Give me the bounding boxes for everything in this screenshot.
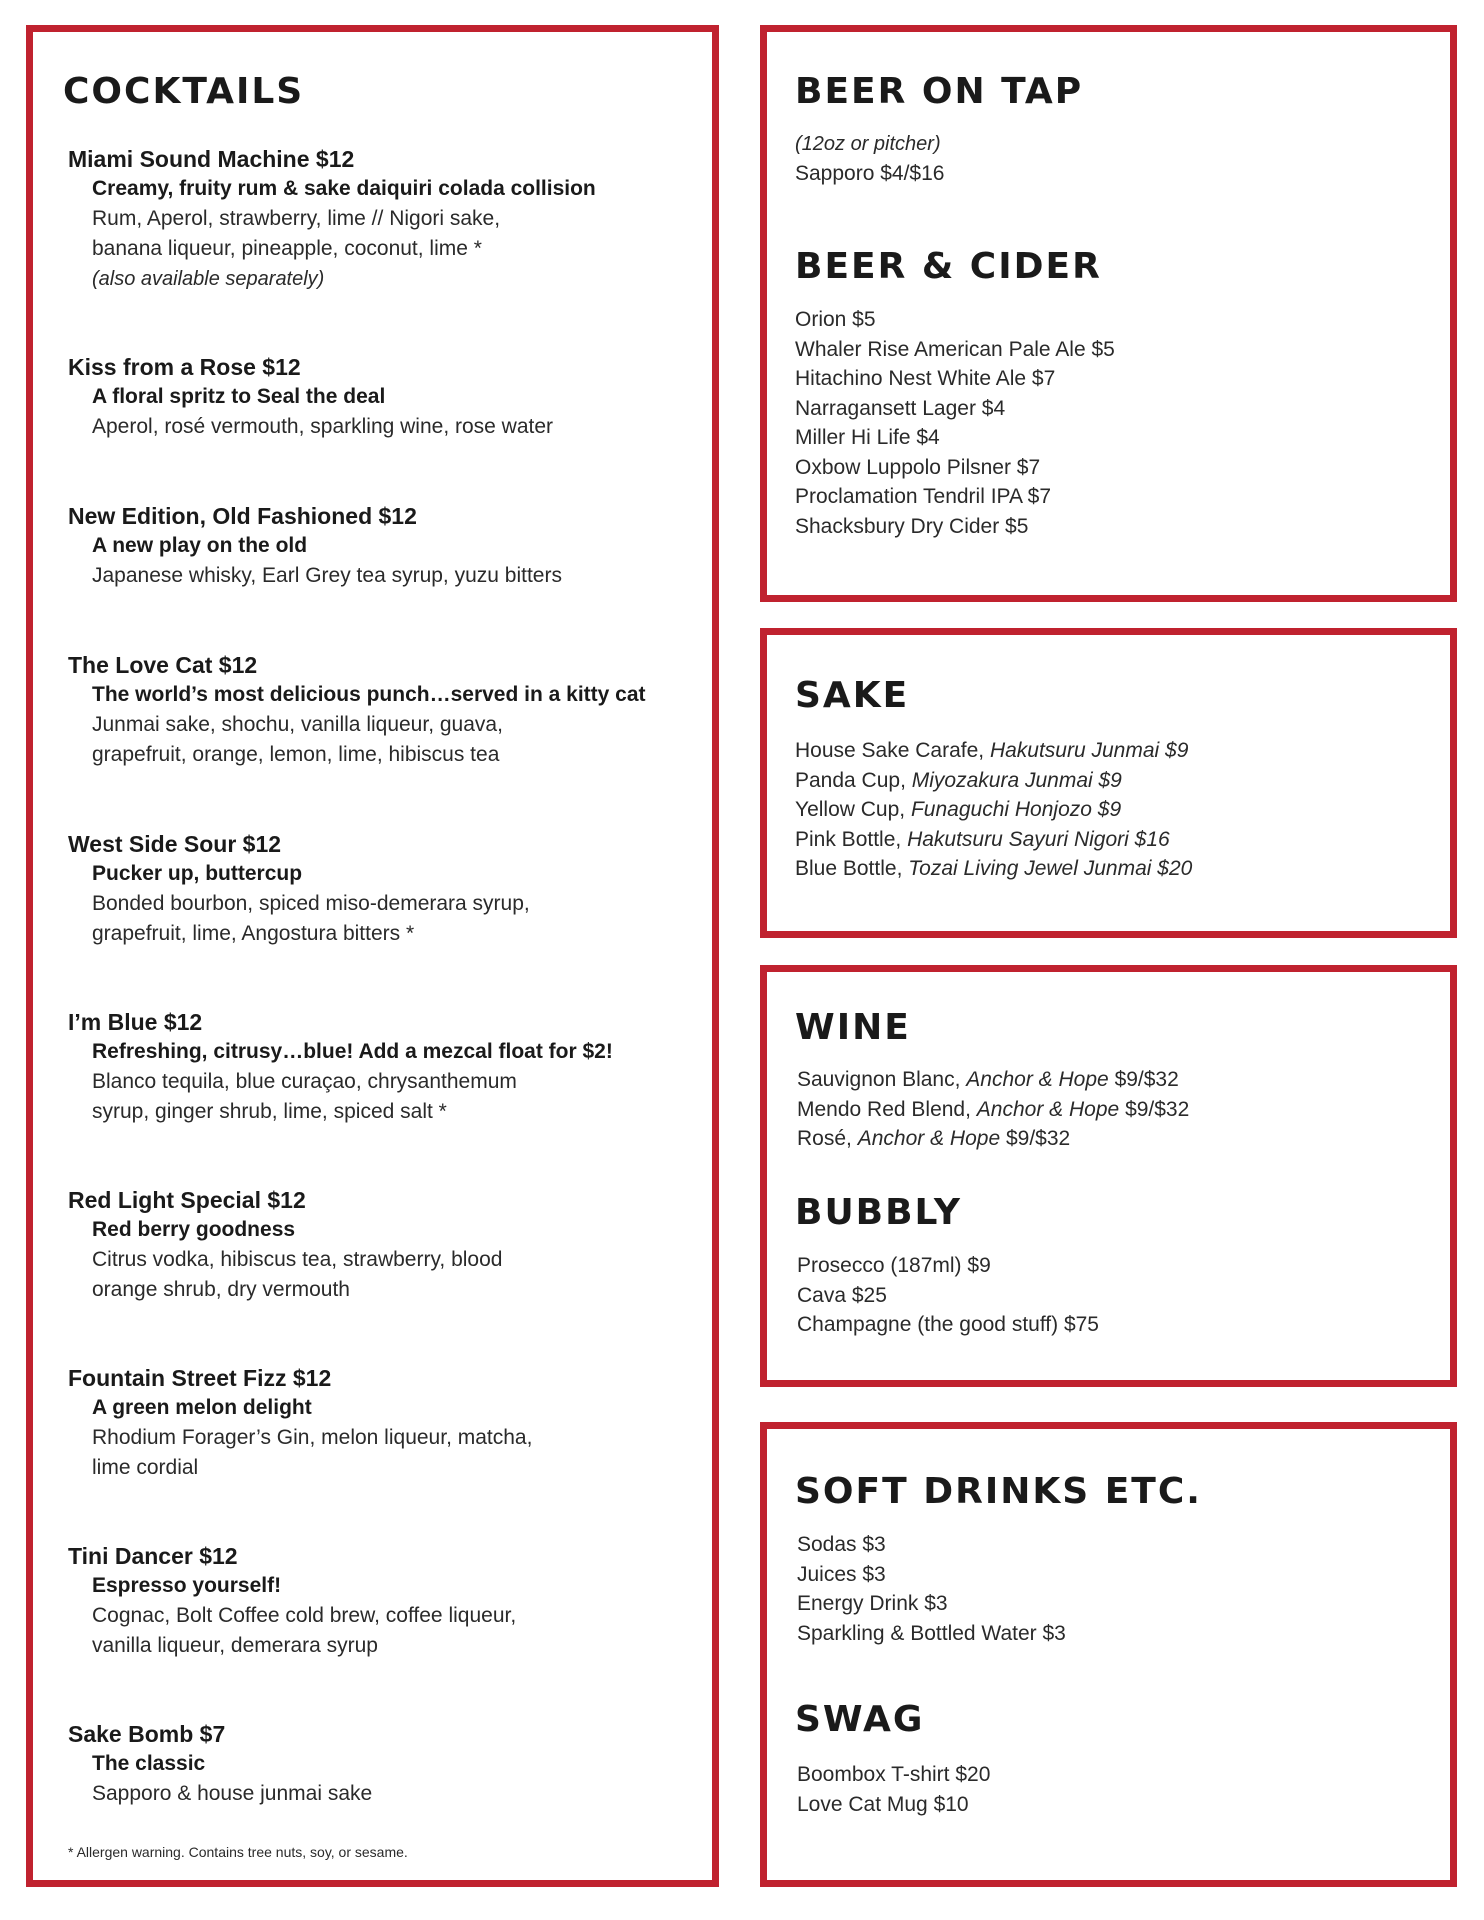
cocktails-panel xyxy=(26,25,719,1887)
cocktail-ingredients: vanilla liqueur, demerara syrup xyxy=(92,1634,378,1657)
bubbly-item: Cava $25 xyxy=(797,1283,887,1307)
beer-cider-list xyxy=(795,305,1115,541)
sake-panel xyxy=(760,628,1457,938)
beer-on-tap-list xyxy=(795,159,944,189)
cocktail-tagline: Red berry goodness xyxy=(92,1218,296,1241)
cocktail-name: Kiss from a Rose $12 xyxy=(68,354,301,380)
swag-item: Love Cat Mug $10 xyxy=(797,1792,969,1816)
wine-list xyxy=(797,1065,1189,1154)
beer-cider-item: Proclamation Tendril IPA $7 xyxy=(795,485,1052,508)
cocktail-item xyxy=(68,1185,708,1305)
cocktail-tagline: A green melon delight xyxy=(92,1396,312,1419)
wine-item xyxy=(797,1124,1189,1154)
beer-cider-item: Whaler Rise American Pale Ale $5 xyxy=(795,337,1115,361)
sake-item xyxy=(795,795,1192,825)
wine-name: Rosé, xyxy=(797,1127,852,1150)
soft-drinks-panel xyxy=(760,1422,1457,1887)
cocktail-ingredients: grapefruit, lime, Angostura bitters * xyxy=(92,922,415,945)
sake-detail: Hakutsuru Sayuri Nigori $16 xyxy=(907,827,1170,851)
cocktail-name: Tini Dancer $12 xyxy=(68,1543,238,1569)
cocktail-name: I’m Blue $12 xyxy=(68,1009,203,1035)
wine-producer: Anchor & Hope xyxy=(966,1068,1109,1091)
sake-item xyxy=(795,825,1192,855)
beer-cider-item: Hitachino Nest White Ale $7 xyxy=(795,367,1056,390)
swag-item: Boombox T-shirt $20 xyxy=(797,1763,991,1786)
cocktail-item xyxy=(68,829,708,949)
cocktail-tagline: The classic xyxy=(92,1752,206,1775)
cocktail-tagline: Espresso yourself! xyxy=(92,1574,282,1597)
soft-drink-item: Energy Drink $3 xyxy=(797,1592,948,1615)
wine-price: $9/$32 xyxy=(1005,1127,1071,1150)
cocktail-item xyxy=(68,1719,708,1809)
beer-cider-item: Oxbow Luppolo Pilsner $7 xyxy=(795,455,1041,479)
cocktail-tagline: The world’s most delicious punch…served in a kitty cat xyxy=(92,683,646,706)
cocktail-name: Sake Bomb $7 xyxy=(68,1721,226,1747)
cocktail-note: (also available separately) xyxy=(92,268,325,290)
cocktail-ingredients: Rum, Aperol, strawberry, lime // Nigori sake, xyxy=(92,207,501,230)
bubbly-list xyxy=(797,1251,1099,1340)
sake-name: Yellow Cup, xyxy=(795,798,906,821)
swag-list xyxy=(797,1760,990,1819)
cocktail-ingredients: Rhodium Forager’s Gin, melon liqueur, matcha, xyxy=(92,1426,533,1449)
cocktail-ingredients: banana liqueur, pineapple, coconut, lime * xyxy=(92,237,482,260)
cocktail-item xyxy=(68,650,708,770)
allergen-footnote: * Allergen warning. Contains tree nuts, soy, or sesame. xyxy=(68,1844,408,1860)
cocktail-ingredients: Aperol, rosé vermouth, sparkling wine, rose water xyxy=(92,415,554,438)
cocktail-ingredients: Cognac, Bolt Coffee cold brew, coffee liqueur, xyxy=(92,1604,517,1627)
cocktail-ingredients: grapefruit, orange, lemon, lime, hibiscus tea xyxy=(92,743,500,766)
beer-cider-item: Shacksbury Dry Cider $5 xyxy=(795,514,1029,538)
cocktail-item xyxy=(68,1541,708,1661)
beer-cider-item: Miller Hi Life $4 xyxy=(795,426,940,449)
wine-name: Sauvignon Blanc, xyxy=(797,1068,961,1091)
cocktail-item xyxy=(68,501,708,591)
sake-name: Panda Cup, xyxy=(795,768,906,792)
swag-heading: SWAG xyxy=(795,1699,925,1740)
beer-on-tap-heading: BEER ON TAP xyxy=(795,71,1084,112)
wine-panel xyxy=(760,965,1457,1387)
wine-producer: Anchor & Hope xyxy=(857,1127,1001,1150)
cocktails-heading: COCKTAILS xyxy=(63,71,305,112)
sake-detail: Miyozakura Junmai $9 xyxy=(911,768,1122,792)
sake-detail: Tozai Living Jewel Junmai $20 xyxy=(908,857,1193,880)
sake-name: Blue Bottle, xyxy=(795,857,903,880)
beer-on-tap-note: (12oz or pitcher) xyxy=(795,133,941,155)
cocktail-ingredients: orange shrub, dry vermouth xyxy=(92,1278,350,1301)
wine-item xyxy=(797,1065,1189,1095)
cocktail-item xyxy=(68,1363,708,1483)
cocktail-item xyxy=(68,144,708,294)
cocktail-ingredients: Citrus vodka, hibiscus tea, strawberry, blood xyxy=(92,1248,503,1271)
bubbly-item: Prosecco (187ml) $9 xyxy=(797,1254,991,1277)
cocktail-ingredients: syrup, ginger shrub, lime, spiced salt * xyxy=(92,1100,447,1123)
soft-drink-item: Sparkling & Bottled Water $3 xyxy=(797,1621,1066,1645)
wine-price: $9/$32 xyxy=(1125,1097,1190,1121)
beer-cider-heading: BEER & CIDER xyxy=(795,246,1102,287)
cocktail-ingredients: Sapporo & house junmai sake xyxy=(92,1782,373,1805)
sake-list xyxy=(795,736,1192,884)
sake-name: Pink Bottle, xyxy=(795,827,902,851)
cocktail-ingredients: lime cordial xyxy=(92,1456,199,1479)
sake-name: House Sake Carafe, xyxy=(795,739,985,762)
soft-drink-item: Sodas $3 xyxy=(797,1533,886,1556)
sake-item xyxy=(795,854,1192,884)
wine-price: $9/$32 xyxy=(1114,1068,1179,1091)
beer-on-tap-item: Sapporo $4/$16 xyxy=(795,162,945,185)
cocktail-name: West Side Sour $12 xyxy=(68,831,282,857)
soft-drinks-heading: SOFT DRINKS ETC. xyxy=(795,1471,1202,1512)
cocktail-tagline: A floral spritz to Seal the deal xyxy=(92,385,386,408)
cocktail-name: Red Light Special $12 xyxy=(68,1187,306,1213)
sake-heading: SAKE xyxy=(795,675,910,716)
wine-heading: WINE xyxy=(795,1007,911,1048)
sake-item xyxy=(795,766,1192,796)
cocktail-name: Miami Sound Machine $12 xyxy=(68,146,355,172)
cocktail-name: The Love Cat $12 xyxy=(68,652,258,678)
cocktail-ingredients: Junmai sake, shochu, vanilla liqueur, guava, xyxy=(92,713,503,736)
cocktail-tagline: Creamy, fruity rum & sake daiquiri colada collision xyxy=(92,177,596,200)
wine-producer: Anchor & Hope xyxy=(976,1097,1120,1121)
soft-drink-item: Juices $3 xyxy=(797,1562,886,1586)
beer-cider-item: Orion $5 xyxy=(795,308,876,331)
bubbly-item: Champagne (the good stuff) $75 xyxy=(797,1313,1099,1336)
bubbly-heading: BUBBLY xyxy=(795,1192,962,1233)
wine-item xyxy=(797,1095,1189,1125)
beer-panel xyxy=(760,25,1457,602)
sake-item xyxy=(795,736,1192,766)
soft-drinks-list xyxy=(797,1530,1066,1648)
cocktail-tagline: A new play on the old xyxy=(92,534,308,557)
cocktail-name: Fountain Street Fizz $12 xyxy=(68,1365,332,1391)
sake-detail: Funaguchi Honjozo $9 xyxy=(910,798,1122,821)
cocktail-ingredients: Blanco tequila, blue curaçao, chrysanthemum xyxy=(92,1070,517,1093)
cocktail-item xyxy=(68,352,708,442)
cocktail-name: New Edition, Old Fashioned $12 xyxy=(68,503,417,529)
cocktail-ingredients: Japanese whisky, Earl Grey tea syrup, yuzu bitters xyxy=(92,564,562,587)
sake-detail: Hakutsuru Junmai $9 xyxy=(989,739,1189,762)
beer-cider-item: Narragansett Lager $4 xyxy=(795,396,1006,420)
wine-name: Mendo Red Blend, xyxy=(797,1097,971,1121)
cocktail-ingredients: Bonded bourbon, spiced miso-demerara syrup, xyxy=(92,892,530,915)
cocktail-tagline: Refreshing, citrusy…blue! Add a mezcal float for $2! xyxy=(92,1040,613,1063)
cocktail-item xyxy=(68,1007,708,1127)
cocktail-tagline: Pucker up, buttercup xyxy=(92,862,303,885)
